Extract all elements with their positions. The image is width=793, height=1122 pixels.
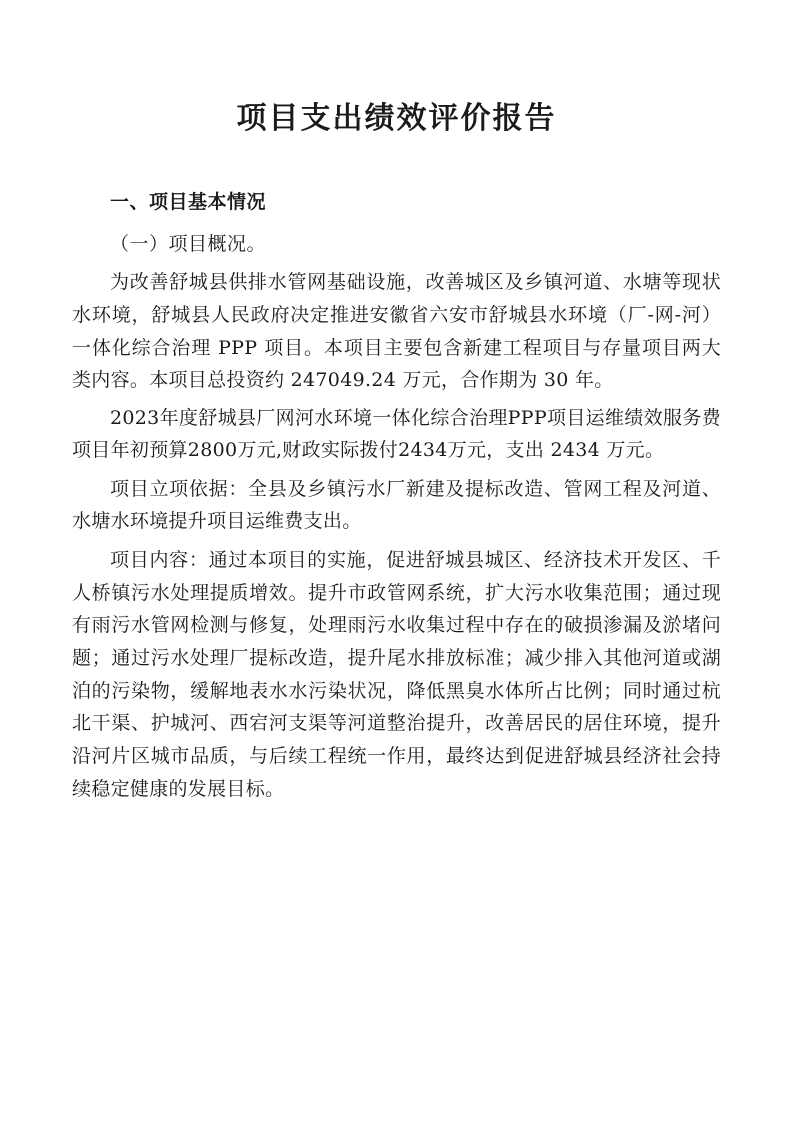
paragraph-budget: 2023年度舒城县厂网河水环境一体化综合治理PPP项目运维绩效服务费项目年初预算2800万元,财政实际拨付2434万元，支出 2434 万元。 bbox=[72, 406, 721, 461]
paragraph-approval-basis: 项目立项依据：全县及乡镇污水厂新建及提标改造、管网工程及河道、水塘水环境提升项目运维费支出。 bbox=[72, 477, 721, 533]
page-title: 项目支出绩效评价报告 bbox=[236, 101, 557, 136]
section-heading-basic-info: 一、项目基本情况 bbox=[110, 191, 267, 213]
paragraph-project-content: 项目内容：通过本项目的实施，促进舒城县城区、经济技术开发区、千人桥镇污水处理提质增效。提升市政管网系统，扩大污水收集范围；通过现有雨污水管网检测与修复，处理雨污水收集过程中存在的破损渗漏及淤堵问题；通过污水处理厂提标改造，提升尾水排放标准；减少排入其他河道或湖泊的污染物，缓解地表水水污染状况，降低黑臭水体所占比例；同时通过杭北干渠、护城河、西宕河支渠等河道整治提升，改善居民的居住环境，提升沿河片区城市品质，与后续工程统一作用，最终达到促进舒城县经济社会持续稳定健康的发展目标。 bbox=[72, 549, 721, 800]
paragraph-project-background: 为改善舒城县供排水管网基础设施，改善城区及乡镇河道、水塘等现状水环境，舒城县人民政府决定推进安徽省六安市舒城县水环境（厂-网-河）一体化综合治理 PPP 项目。本项目主要包含新建工程项目与存量项目两大类内容。本项目总投资约 247049.24 万元，合作期为 30 年。 bbox=[72, 271, 721, 392]
subsection-heading-overview: （一）项目概况。 bbox=[110, 233, 267, 256]
